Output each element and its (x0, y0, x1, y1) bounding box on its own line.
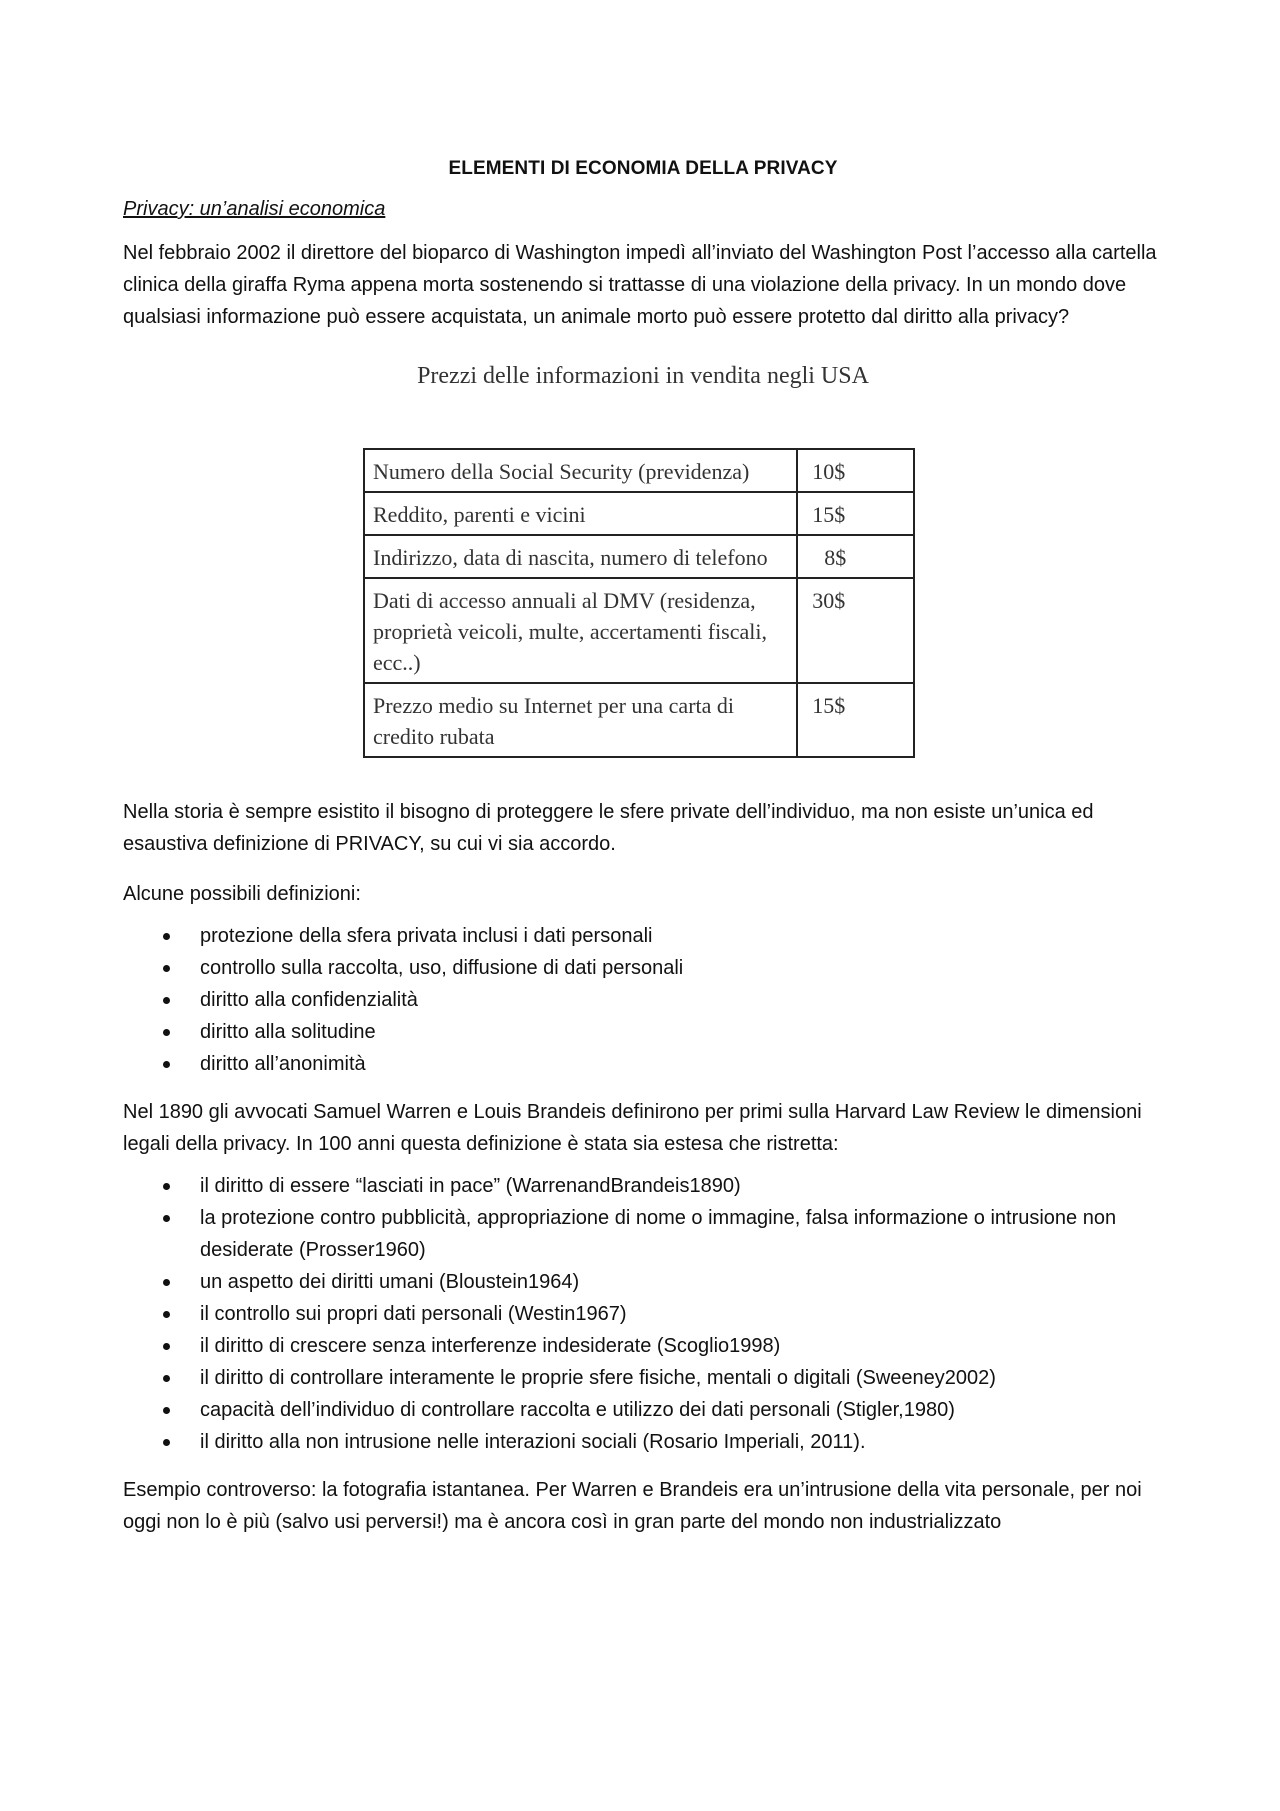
document-page (123, 150, 1163, 1556)
list-item: il diritto di crescere senza interferenze indesiderate (Scoglio1998) (123, 1330, 1163, 1362)
list-item: il diritto di essere “lasciati in pace” (WarrenandBrandeis1890) (123, 1170, 1163, 1202)
table-caption: Prezzi delle informazioni in vendita negli USA (417, 363, 869, 389)
table-cell-price: 30$ (797, 578, 914, 683)
table-cell-label: Indirizzo, data di nascita, numero di telefono (364, 535, 797, 578)
table-cell-price: 10$ (797, 449, 914, 492)
history-paragraph: Nella storia è sempre esistito il bisogno di proteggere le sfere private dell’individuo, ma non esiste un’unica ed esaustiva definizione di PRIVACY, su cui vi sia accordo. (123, 801, 1094, 855)
table-row (364, 492, 914, 535)
list-item: diritto alla confidenzialità (123, 984, 1163, 1016)
list-item: diritto all’anonimità (123, 1048, 1163, 1080)
list-item: il controllo sui propri dati personali (Westin1967) (123, 1298, 1163, 1330)
list-item: capacità dell’individuo di controllare raccolta e utilizzo dei dati personali (Stigler,1980) (123, 1394, 1163, 1426)
intro-paragraph: Nel febbraio 2002 il direttore del bioparco di Washington impedì all’inviato del Washington Post l’accesso alla cartella clinica della giraffa Ryma appena morta sostenendo si trattasse di una violazione della privacy. In un mondo dove qualsiasi informazione può essere acquistata, un animale morto può essere protetto dal diritto alla privacy? (123, 242, 1157, 328)
list-item: un aspetto dei diritti umani (Bloustein1964) (123, 1266, 1163, 1298)
definitions-intro: Alcune possibili definizioni: (123, 883, 361, 905)
definitions-list (123, 920, 1163, 1080)
table-cell-label: Reddito, parenti e vicini (364, 492, 797, 535)
table-row (364, 683, 914, 757)
table-cell-price: 8$ (797, 535, 914, 578)
list-item: il diritto di controllare interamente le proprie sfere fisiche, mentali o digitali (Sweeney2002) (123, 1362, 1163, 1394)
example-paragraph: Esempio controverso: la fotografia istantanea. Per Warren e Brandeis era un’intrusione della vita personale, per noi oggi non lo è più (salvo usi perversi!) ma è ancora così in gran parte del mondo non industrializzato (123, 1479, 1142, 1533)
list-item: la protezione contro pubblicità, appropriazione di nome o immagine, falsa informazione o intrusione non desiderate (Prosser1960) (123, 1202, 1163, 1266)
evolution-list (123, 1170, 1163, 1458)
table-cell-label: Numero della Social Security (previdenza) (364, 449, 797, 492)
table-cell-label: Prezzo medio su Internet per una carta di credito rubata (364, 683, 797, 757)
section-subtitle: Privacy: un’analisi economica (123, 198, 386, 220)
table-cell-price: 15$ (797, 683, 914, 757)
warren-paragraph: Nel 1890 gli avvocati Samuel Warren e Louis Brandeis definirono per primi sulla Harvard Law Review le dimensioni legali della privacy. In 100 anni questa definizione è stata sia estesa che ristretta: (123, 1101, 1142, 1155)
document-title: ELEMENTI DI ECONOMIA DELLA PRIVACY (448, 158, 838, 179)
list-item: protezione della sfera privata inclusi i dati personali (123, 920, 1163, 952)
list-item: controllo sulla raccolta, uso, diffusione di dati personali (123, 952, 1163, 984)
list-item: il diritto alla non intrusione nelle interazioni sociali (Rosario Imperiali, 2011). (123, 1426, 1163, 1458)
table-row (364, 449, 914, 492)
table-cell-label: Dati di accesso annuali al DMV (residenza, proprietà veicoli, multe, accertamenti fiscali, ecc..) (364, 578, 797, 683)
list-item: diritto alla solitudine (123, 1016, 1163, 1048)
table-cell-price: 15$ (797, 492, 914, 535)
table-row (364, 535, 914, 578)
price-table (363, 448, 915, 758)
table-row (364, 578, 914, 683)
